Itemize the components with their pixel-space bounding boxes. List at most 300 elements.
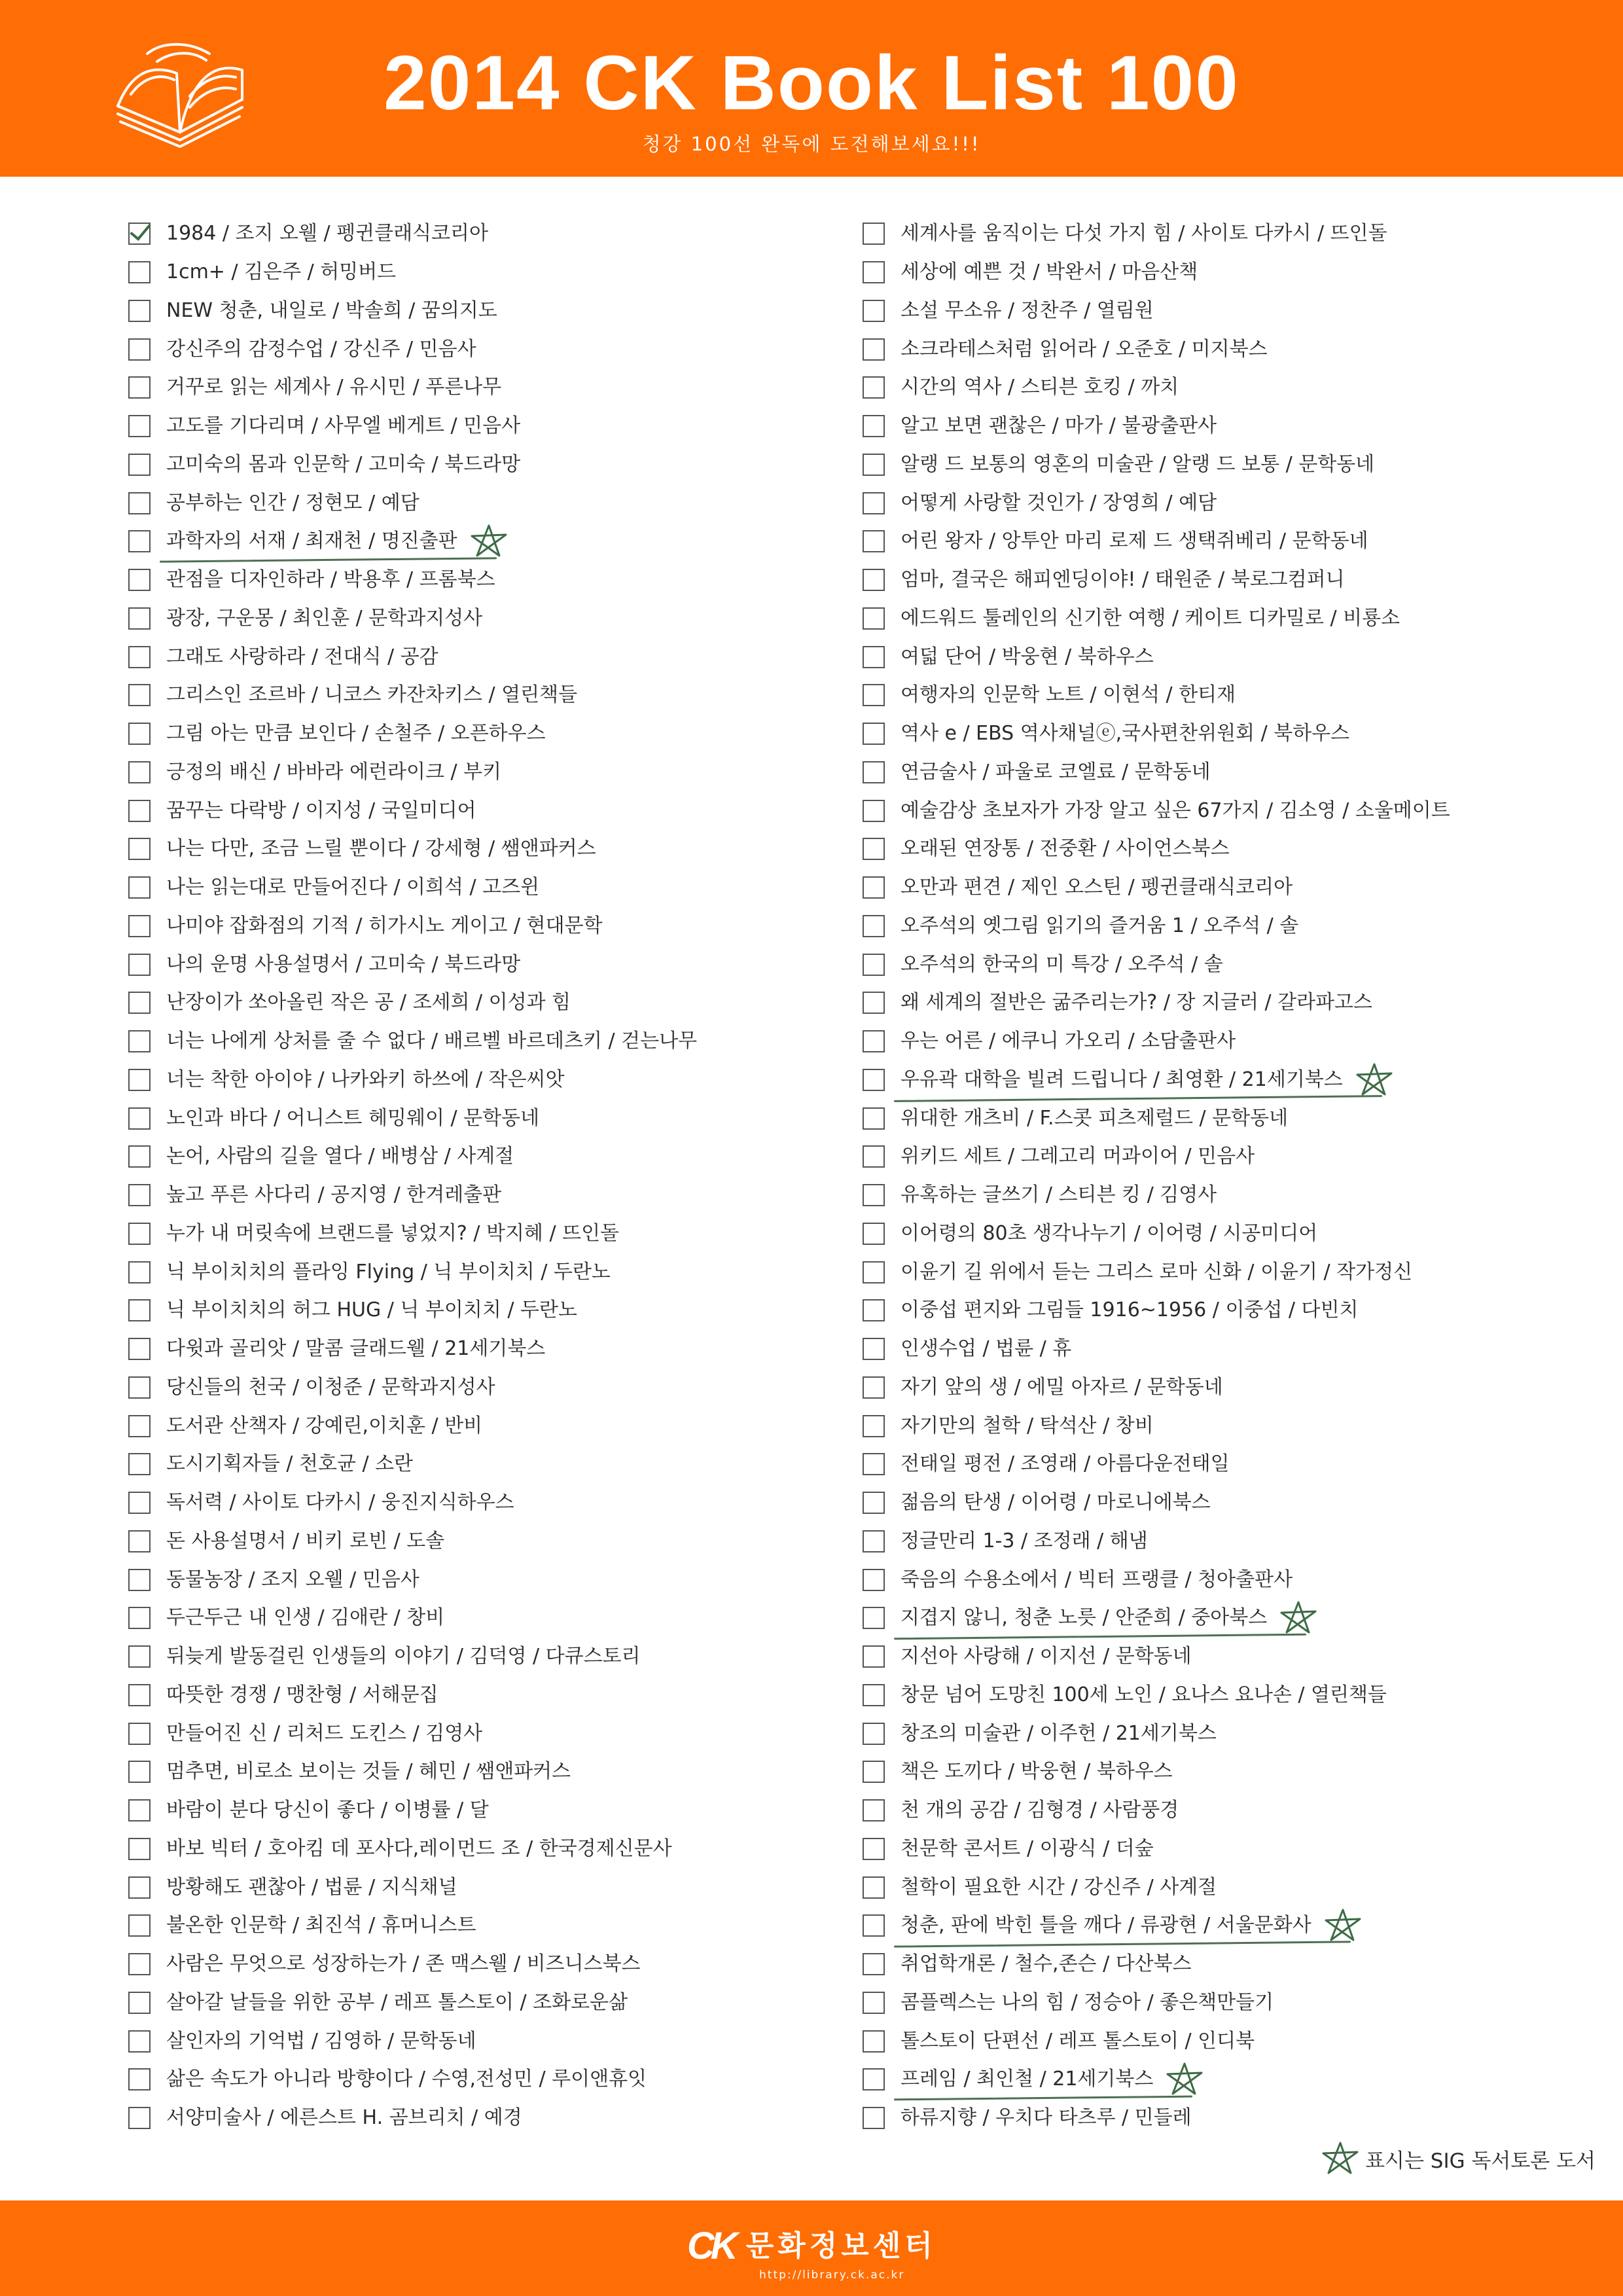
book-list-item xyxy=(128,215,835,253)
book-list-item xyxy=(128,1484,835,1522)
book-list-item xyxy=(128,945,835,984)
book-list-item xyxy=(128,1099,835,1138)
book-list-item xyxy=(863,791,1596,830)
book-checkbox[interactable] xyxy=(863,2068,885,2090)
book-list-item xyxy=(128,368,835,407)
book-list-item xyxy=(863,753,1596,792)
book-list-item xyxy=(863,368,1596,407)
book-list-item xyxy=(863,1445,1596,1484)
book-list-item xyxy=(863,600,1596,638)
book-label: 우는 어른 / 에쿠니 가오리 / 소담출판사 xyxy=(901,1030,1236,1053)
book-list-item xyxy=(863,984,1596,1022)
book-checkbox[interactable] xyxy=(128,1492,151,1514)
book-checkbox[interactable] xyxy=(128,607,151,630)
book-checkbox[interactable] xyxy=(863,684,885,706)
book-checkbox[interactable] xyxy=(863,338,885,361)
book-checkbox[interactable] xyxy=(128,915,151,937)
star-mark-icon xyxy=(1164,2061,1205,2098)
book-checkbox[interactable] xyxy=(863,1030,885,1052)
book-checkbox[interactable] xyxy=(128,1645,151,1668)
book-list-item xyxy=(128,600,835,638)
book-label: 살인자의 기억법 / 김영하 / 문학동네 xyxy=(166,2029,476,2053)
book-label: 여덟 단어 / 박웅현 / 북하우스 xyxy=(901,645,1154,668)
footer-logo xyxy=(687,2227,936,2266)
book-list-item xyxy=(863,1868,1596,1907)
book-list-item xyxy=(863,1291,1596,1330)
book-list-item xyxy=(863,1522,1596,1561)
footer-url: http://library.ck.ac.kr xyxy=(759,2269,905,2282)
book-list-item xyxy=(128,1907,835,1945)
book-checkbox[interactable] xyxy=(863,646,885,668)
book-checkbox[interactable] xyxy=(863,1645,885,1668)
star-mark-icon xyxy=(1319,2140,1361,2177)
book-checkbox[interactable] xyxy=(128,1569,151,1591)
book-checkbox[interactable] xyxy=(863,1914,885,1937)
book-checkbox[interactable] xyxy=(863,1761,885,1783)
book-label: 오주석의 한국의 미 특강 / 오주석 / 솔 xyxy=(901,952,1223,976)
book-list-item xyxy=(128,1560,835,1599)
book-label: 소설 무소유 / 정찬주 / 열림원 xyxy=(901,298,1154,322)
book-label: 전태일 평전 / 조영래 / 아름다운전태일 xyxy=(901,1452,1230,1476)
book-checkbox[interactable] xyxy=(128,1914,151,1937)
book-label: 이어령의 80초 생각나누기 / 이어령 / 시공미디어 xyxy=(901,1221,1318,1245)
book-checkbox[interactable] xyxy=(863,300,885,322)
book-label: 천 개의 공감 / 김형경 / 사람풍경 xyxy=(901,1799,1179,1822)
book-label: 청춘, 판에 박힌 틀을 깨다 / 류광현 / 서울문화사 xyxy=(901,1912,1311,1939)
book-list-item xyxy=(128,791,835,830)
book-list-item xyxy=(128,561,835,600)
book-label: 이중섭 편지와 그림들 1916~1956 / 이중섭 / 다빈치 xyxy=(901,1299,1359,1322)
book-checkbox[interactable] xyxy=(863,915,885,937)
book-list-item xyxy=(863,830,1596,869)
book-checkbox[interactable] xyxy=(128,454,151,476)
book-checkbox[interactable] xyxy=(128,1723,151,1745)
book-list-item xyxy=(863,1791,1596,1830)
book-checkbox[interactable] xyxy=(128,1184,151,1206)
legend-text: 표시는 SIG 독서토론 도서 xyxy=(1365,2149,1596,2173)
book-list-item xyxy=(863,2022,1596,2060)
book-checkbox[interactable] xyxy=(863,1376,885,1399)
book-checkbox[interactable] xyxy=(863,1184,885,1206)
book-list-item xyxy=(128,1215,835,1253)
ck-logo-mark: CK xyxy=(687,2225,734,2267)
book-checkbox[interactable] xyxy=(128,1030,151,1052)
book-list-item xyxy=(128,1369,835,1407)
book-label: 세계사를 움직이는 다섯 가지 힘 / 사이토 다카시 / 뜨인돌 xyxy=(901,222,1387,245)
book-label: 다윗과 골리앗 / 말콤 글래드웰 / 21세기북스 xyxy=(166,1337,546,1361)
book-label: 과학자의 서재 / 최재천 / 명진출판 xyxy=(166,528,457,554)
book-checkbox[interactable] xyxy=(128,1338,151,1360)
book-checkbox[interactable] xyxy=(863,223,885,245)
book-list-item xyxy=(863,1830,1596,1869)
book-checkbox[interactable] xyxy=(863,1876,885,1899)
book-label: 그래도 사랑하라 / 전대식 / 공감 xyxy=(166,645,438,668)
book-checkbox[interactable] xyxy=(863,723,885,745)
book-list-right xyxy=(863,215,1596,2138)
book-list-item xyxy=(128,1291,835,1330)
book-label: 당신들의 천국 / 이청준 / 문학과지성사 xyxy=(166,1375,495,1399)
book-label: NEW 청춘, 내일로 / 박솔희 / 꿈의지도 xyxy=(166,298,497,322)
book-list-item xyxy=(128,2022,835,2060)
book-list-item xyxy=(128,1638,835,1676)
book-label: 공부하는 인간 / 정현모 / 예담 xyxy=(166,491,419,514)
book-label: 방황해도 괜찮아 / 법륜 / 지식채널 xyxy=(166,1875,457,1899)
book-checkbox[interactable] xyxy=(863,2030,885,2053)
book-checkbox[interactable] xyxy=(128,223,151,245)
book-label: 그리스인 조르바 / 니코스 카잔차키스 / 열린책들 xyxy=(166,683,578,707)
book-checkbox[interactable] xyxy=(128,684,151,706)
star-mark-icon xyxy=(1322,1907,1364,1944)
book-label: 돈 사용설명서 / 비키 로빈 / 도솔 xyxy=(166,1529,445,1552)
book-label: 오주석의 옛그림 읽기의 즐거움 1 / 오주석 / 솔 xyxy=(901,914,1299,937)
book-checkbox[interactable] xyxy=(128,492,151,514)
book-checkbox[interactable] xyxy=(863,1107,885,1130)
book-label: 긍정의 배신 / 바바라 에런라이크 / 부키 xyxy=(166,760,502,783)
book-checkbox[interactable] xyxy=(863,530,885,552)
book-label: 그림 아는 만큼 보인다 / 손철주 / 오픈하우스 xyxy=(166,722,546,745)
book-list-item xyxy=(863,1022,1596,1061)
book-checkbox[interactable] xyxy=(863,454,885,476)
book-label: 삶은 속도가 아니라 방향이다 / 수영,전성민 / 루이앤휴잇 xyxy=(166,2068,647,2091)
book-label: 우유곽 대학을 빌려 드립니다 / 최영환 / 21세기북스 xyxy=(901,1067,1343,1093)
book-checkbox[interactable] xyxy=(128,1607,151,1629)
book-list-item xyxy=(863,1676,1596,1715)
book-list-item xyxy=(863,292,1596,331)
book-list-item xyxy=(128,1791,835,1830)
book-checkbox[interactable] xyxy=(128,1261,151,1283)
book-checkbox[interactable] xyxy=(863,1415,885,1437)
book-label: 사람은 무엇으로 성장하는가 / 존 맥스웰 / 비즈니스북스 xyxy=(166,1952,641,1976)
book-list-left xyxy=(128,215,835,2138)
book-list-item xyxy=(128,292,835,331)
book-list-item xyxy=(863,1484,1596,1522)
book-label: 지겹지 않니, 청춘 노릇 / 안준희 / 중아북스 xyxy=(901,1605,1267,1631)
book-list-item xyxy=(128,1945,835,1984)
book-list-item xyxy=(863,1099,1596,1138)
book-list-item xyxy=(128,1022,835,1061)
book-label: 두근두근 내 인생 / 김애란 / 창비 xyxy=(166,1606,445,1630)
book-list-item xyxy=(128,1445,835,1484)
book-list-item xyxy=(863,1945,1596,1984)
book-label: 위대한 개츠비 / F.스콧 피츠제럴드 / 문학동네 xyxy=(901,1106,1289,1130)
book-list-item xyxy=(863,446,1596,484)
book-checkbox[interactable] xyxy=(863,1684,885,1706)
book-list-item xyxy=(863,1369,1596,1407)
book-checkbox[interactable] xyxy=(863,1838,885,1860)
book-list-item xyxy=(863,484,1596,522)
book-checkbox[interactable] xyxy=(128,2068,151,2090)
book-checkbox[interactable] xyxy=(863,492,885,514)
book-checkbox[interactable] xyxy=(863,1069,885,1091)
book-checkbox[interactable] xyxy=(863,1607,885,1629)
book-label: 동물농장 / 조지 오웰 / 민음사 xyxy=(166,1568,419,1591)
book-checkbox[interactable] xyxy=(128,338,151,361)
book-label: 하류지향 / 우치다 타츠루 / 민들레 xyxy=(901,2106,1192,2130)
book-list-item xyxy=(863,1599,1596,1638)
book-list-item xyxy=(863,1753,1596,1791)
book-list-item xyxy=(863,1253,1596,1291)
book-checkbox[interactable] xyxy=(863,1723,885,1745)
book-checkbox[interactable] xyxy=(863,569,885,591)
book-list-item xyxy=(128,1714,835,1753)
book-checkbox[interactable] xyxy=(128,261,151,283)
book-label: 알고 보면 괜찮은 / 마가 / 불광출판사 xyxy=(901,414,1217,438)
book-list-item xyxy=(128,1176,835,1215)
book-label: 이윤기 길 위에서 듣는 그리스 로마 신화 / 이윤기 / 작가정신 xyxy=(901,1260,1413,1283)
book-checkbox[interactable] xyxy=(863,1569,885,1591)
book-label: 콤플렉스는 나의 힘 / 정승아 / 좋은책만들기 xyxy=(901,1990,1274,2014)
book-list-item xyxy=(128,253,835,292)
book-checkbox[interactable] xyxy=(863,1223,885,1245)
book-checkbox[interactable] xyxy=(128,1953,151,1975)
book-label: 왜 세계의 절반은 굶주리는가? / 장 지글러 / 갈라파고스 xyxy=(901,991,1373,1014)
book-label: 여행자의 인문학 노트 / 이현석 / 한티재 xyxy=(901,683,1236,707)
book-checkbox[interactable] xyxy=(863,838,885,860)
book-label: 강신주의 감정수업 / 강신주 / 민음사 xyxy=(166,337,476,361)
book-list-item xyxy=(863,1407,1596,1445)
book-checkbox[interactable] xyxy=(863,954,885,976)
book-checkbox[interactable] xyxy=(128,646,151,668)
book-checkbox[interactable] xyxy=(128,2107,151,2129)
book-checkbox[interactable] xyxy=(863,1530,885,1552)
book-label: 책은 도끼다 / 박웅현 / 북하우스 xyxy=(901,1760,1173,1784)
book-label: 불온한 인문학 / 최진석 / 휴머니스트 xyxy=(166,1914,476,1937)
book-list-item xyxy=(863,676,1596,715)
book-list-item xyxy=(863,1714,1596,1753)
book-label: 젊음의 탄생 / 이어령 / 마로니에북스 xyxy=(901,1491,1211,1515)
book-checkbox[interactable] xyxy=(128,876,151,899)
book-list-item xyxy=(128,676,835,715)
page-title: 2014 CK Book List 100 xyxy=(383,40,1240,126)
book-list-item xyxy=(128,1830,835,1869)
book-checkbox[interactable] xyxy=(128,800,151,822)
book-checkbox[interactable] xyxy=(863,415,885,437)
book-label: 높고 푸른 사다리 / 공지영 / 한겨레출판 xyxy=(166,1183,502,1207)
book-list-item xyxy=(128,1138,835,1176)
book-label: 독서력 / 사이토 다카시 / 웅진지식하우스 xyxy=(166,1491,514,1515)
book-label: 도시기획자들 / 천호균 / 소란 xyxy=(166,1452,414,1476)
book-label: 나는 읽는대로 만들어진다 / 이희석 / 고즈윈 xyxy=(166,876,540,899)
book-list-item xyxy=(863,637,1596,676)
book-checkbox[interactable] xyxy=(863,1953,885,1975)
book-label: 철학이 필요한 시간 / 강신주 / 사계절 xyxy=(901,1875,1217,1899)
book-list-item xyxy=(128,2060,835,2099)
book-label: 살아갈 날들을 위한 공부 / 레프 톨스토이 / 조화로운삶 xyxy=(166,1990,628,2014)
book-list-item xyxy=(863,330,1596,368)
star-mark-icon xyxy=(1277,1600,1319,1636)
book-list-item xyxy=(128,637,835,676)
book-checkbox[interactable] xyxy=(128,1992,151,2014)
book-checkbox[interactable] xyxy=(128,1069,151,1091)
book-label: 만들어진 신 / 리처드 도킨스 / 김영사 xyxy=(166,1721,483,1745)
book-label: 프레임 / 최인철 / 21세기북스 xyxy=(901,2066,1153,2092)
star-mark-icon xyxy=(1353,1062,1395,1098)
book-list-item xyxy=(128,446,835,484)
book-label: 유혹하는 글쓰기 / 스티븐 킹 / 김영사 xyxy=(901,1183,1217,1207)
book-list-item xyxy=(863,1560,1596,1599)
book-label: 멈추면, 비로소 보이는 것들 / 혜민 / 쌤앤파커스 xyxy=(166,1760,571,1784)
book-label: 1cm+ / 김은주 / 허밍버드 xyxy=(166,260,397,284)
book-checkbox[interactable] xyxy=(128,1876,151,1899)
book-label: 오래된 연장통 / 전중환 / 사이언스북스 xyxy=(901,837,1230,861)
book-checkbox[interactable] xyxy=(128,954,151,976)
book-label: 오만과 편견 / 제인 오스틴 / 펭귄클래식코리아 xyxy=(901,876,1293,899)
book-label: 위키드 세트 / 그레고리 머과이어 / 민음사 xyxy=(901,1145,1255,1168)
book-checkbox[interactable] xyxy=(863,1299,885,1321)
book-checkbox[interactable] xyxy=(128,569,151,591)
book-checkbox[interactable] xyxy=(128,1838,151,1860)
book-list-item xyxy=(128,869,835,907)
book-label: 닉 부이치치의 플라잉 Flying / 닉 부이치치 / 두란노 xyxy=(166,1260,611,1283)
book-list-item xyxy=(863,1176,1596,1215)
book-label: 나미야 잡화점의 기적 / 히가시노 게이고 / 현대문학 xyxy=(166,914,603,937)
book-label: 고도를 기다리며 / 사무엘 베게트 / 민음사 xyxy=(166,414,521,438)
book-label: 지선아 사랑해 / 이지선 / 문학동네 xyxy=(901,1645,1192,1668)
book-checkbox[interactable] xyxy=(863,876,885,899)
book-list-item xyxy=(863,561,1596,600)
book-list-item xyxy=(128,484,835,522)
book-list-item xyxy=(863,1330,1596,1369)
book-checkbox[interactable] xyxy=(128,1761,151,1783)
book-label: 누가 내 머릿속에 브랜드를 넣었지? / 박지혜 / 뜨인돌 xyxy=(166,1221,620,1245)
book-label: 노인과 바다 / 어니스트 헤밍웨이 / 문학동네 xyxy=(166,1106,540,1130)
book-checkbox[interactable] xyxy=(863,2107,885,2129)
book-list-item xyxy=(128,1984,835,2022)
book-label: 너는 착한 아이야 / 나카와키 하쓰에 / 작은씨앗 xyxy=(166,1067,565,1091)
book-checkbox[interactable] xyxy=(128,300,151,322)
book-label: 알랭 드 보통의 영혼의 미술관 / 알랭 드 보통 / 문학동네 xyxy=(901,452,1375,476)
book-checkbox[interactable] xyxy=(863,1145,885,1168)
book-checkbox[interactable] xyxy=(128,530,151,552)
book-checkbox[interactable] xyxy=(863,1453,885,1475)
book-label: 나는 다만, 조금 느릴 뿐이다 / 강세형 / 쌤앤파커스 xyxy=(166,837,596,861)
book-label: 도서관 산책자 / 강예린,이치훈 / 반비 xyxy=(166,1414,483,1437)
book-list-item xyxy=(863,1907,1596,1945)
book-list-item xyxy=(128,1753,835,1791)
book-label: 정글만리 1-3 / 조정래 / 해냄 xyxy=(901,1529,1148,1552)
book-checkbox[interactable] xyxy=(863,1261,885,1283)
book-label: 광장, 구운몽 / 최인훈 / 문학과지성사 xyxy=(166,606,483,630)
book-checkbox[interactable] xyxy=(128,761,151,783)
book-label: 바보 빅터 / 호아킴 데 포사다,레이먼드 조 / 한국경제신문사 xyxy=(166,1837,672,1860)
book-label: 바람이 분다 당신이 좋다 / 이병률 / 달 xyxy=(166,1799,489,1822)
book-label: 인생수업 / 법륜 / 휴 xyxy=(901,1337,1072,1361)
book-checkbox[interactable] xyxy=(863,376,885,399)
book-list-item xyxy=(863,869,1596,907)
book-label: 연금술사 / 파울로 코엘료 / 문학동네 xyxy=(901,760,1211,783)
book-list-item xyxy=(128,1868,835,1907)
book-label: 역사 e / EBS 역사채널ⓔ,국사편찬위원회 / 북하우스 xyxy=(901,722,1350,745)
book-label: 논어, 사람의 길을 열다 / 배병삼 / 사계절 xyxy=(166,1145,514,1168)
book-checkbox[interactable] xyxy=(128,992,151,1014)
book-checkbox[interactable] xyxy=(128,1299,151,1321)
book-list-item xyxy=(128,522,835,561)
book-list-item xyxy=(128,907,835,946)
book-list-item xyxy=(863,2060,1596,2099)
book-label: 자기 앞의 생 / 에밀 아자르 / 문학동네 xyxy=(901,1375,1223,1399)
star-mark-icon xyxy=(468,523,510,560)
book-list-item xyxy=(128,1676,835,1715)
book-label: 창조의 미술관 / 이주헌 / 21세기북스 xyxy=(901,1721,1217,1745)
book-list-item xyxy=(863,945,1596,984)
book-checkbox[interactable] xyxy=(863,1492,885,1514)
book-list-item xyxy=(128,984,835,1022)
book-label: 닉 부이치치의 허그 HUG / 닉 부이치치 / 두란노 xyxy=(166,1299,577,1322)
book-checkbox[interactable] xyxy=(128,723,151,745)
book-checkbox[interactable] xyxy=(863,992,885,1014)
book-checkbox[interactable] xyxy=(128,1223,151,1245)
book-list-item xyxy=(863,215,1596,253)
book-checkbox[interactable] xyxy=(128,1453,151,1475)
book-list-item xyxy=(128,1061,835,1100)
book-list-item xyxy=(128,715,835,753)
book-label: 나의 운명 사용설명서 / 고미숙 / 북드라망 xyxy=(166,952,521,976)
book-list-item xyxy=(128,1253,835,1291)
book-checkbox[interactable] xyxy=(863,261,885,283)
book-list-item xyxy=(863,1984,1596,2022)
book-label: 세상에 예쁜 것 / 박완서 / 마음산책 xyxy=(901,260,1198,284)
book-checkbox[interactable] xyxy=(863,1992,885,2014)
book-label: 창문 넘어 도망친 100세 노인 / 요나스 요나손 / 열린책들 xyxy=(901,1683,1387,1706)
book-checkbox[interactable] xyxy=(128,838,151,860)
book-list-item xyxy=(863,522,1596,561)
book-list-item xyxy=(863,1215,1596,1253)
book-label: 꿈꾸는 다락방 / 이지성 / 국일미디어 xyxy=(166,798,476,822)
book-label: 엄마, 결국은 해피엔딩이야! / 태원준 / 북로그컴퍼니 xyxy=(901,568,1345,592)
book-list-item xyxy=(128,830,835,869)
book-list-item xyxy=(128,1330,835,1369)
sig-legend xyxy=(1319,2140,1596,2177)
book-checkbox[interactable] xyxy=(128,415,151,437)
book-list-item xyxy=(863,1061,1596,1100)
book-list-item xyxy=(863,253,1596,292)
book-label: 자기만의 철학 / 탁석산 / 창비 xyxy=(901,1414,1154,1437)
book-checkbox[interactable] xyxy=(128,376,151,399)
book-checkbox[interactable] xyxy=(863,1799,885,1821)
book-list-item xyxy=(128,407,835,446)
book-checkbox[interactable] xyxy=(863,800,885,822)
book-checkbox[interactable] xyxy=(863,761,885,783)
book-checkbox[interactable] xyxy=(128,1145,151,1168)
header-banner xyxy=(0,0,1623,177)
book-label: 서양미술사 / 에른스트 H. 곰브리치 / 예경 xyxy=(166,2106,522,2130)
book-checkbox[interactable] xyxy=(128,1684,151,1706)
book-label: 어린 왕자 / 앙투안 마리 로제 드 생택쥐베리 / 문학동네 xyxy=(901,529,1368,553)
book-list-item xyxy=(863,715,1596,753)
book-list-item xyxy=(863,2099,1596,2138)
book-list-item xyxy=(128,753,835,792)
page-subtitle: 청강 100선 완독에 도전해보세요!!! xyxy=(642,133,981,155)
book-checkbox[interactable] xyxy=(128,1530,151,1552)
book-label: 예술감상 초보자가 가장 알고 싶은 67가지 / 김소영 / 소울메이트 xyxy=(901,798,1450,822)
book-checkbox[interactable] xyxy=(128,1107,151,1130)
book-list-item xyxy=(128,2099,835,2138)
book-label: 따뜻한 경쟁 / 맹찬형 / 서해문집 xyxy=(166,1683,438,1706)
book-list-item xyxy=(863,1138,1596,1176)
book-list-item xyxy=(863,407,1596,446)
book-label: 에드워드 툴레인의 신기한 여행 / 케이트 디카밀로 / 비룡소 xyxy=(901,606,1400,630)
book-checkbox[interactable] xyxy=(128,2030,151,2053)
book-checkbox[interactable] xyxy=(128,1799,151,1821)
book-label: 고미숙의 몸과 인문학 / 고미숙 / 북드라망 xyxy=(166,452,521,476)
book-label: 관점을 디자인하라 / 박용후 / 프롬북스 xyxy=(166,568,495,592)
book-list-item xyxy=(128,330,835,368)
book-label: 천문학 콘서트 / 이광식 / 더숲 xyxy=(901,1837,1154,1860)
book-checkbox[interactable] xyxy=(863,1338,885,1360)
book-checkbox[interactable] xyxy=(863,607,885,630)
book-checkbox[interactable] xyxy=(128,1376,151,1399)
book-checkbox[interactable] xyxy=(128,1415,151,1437)
